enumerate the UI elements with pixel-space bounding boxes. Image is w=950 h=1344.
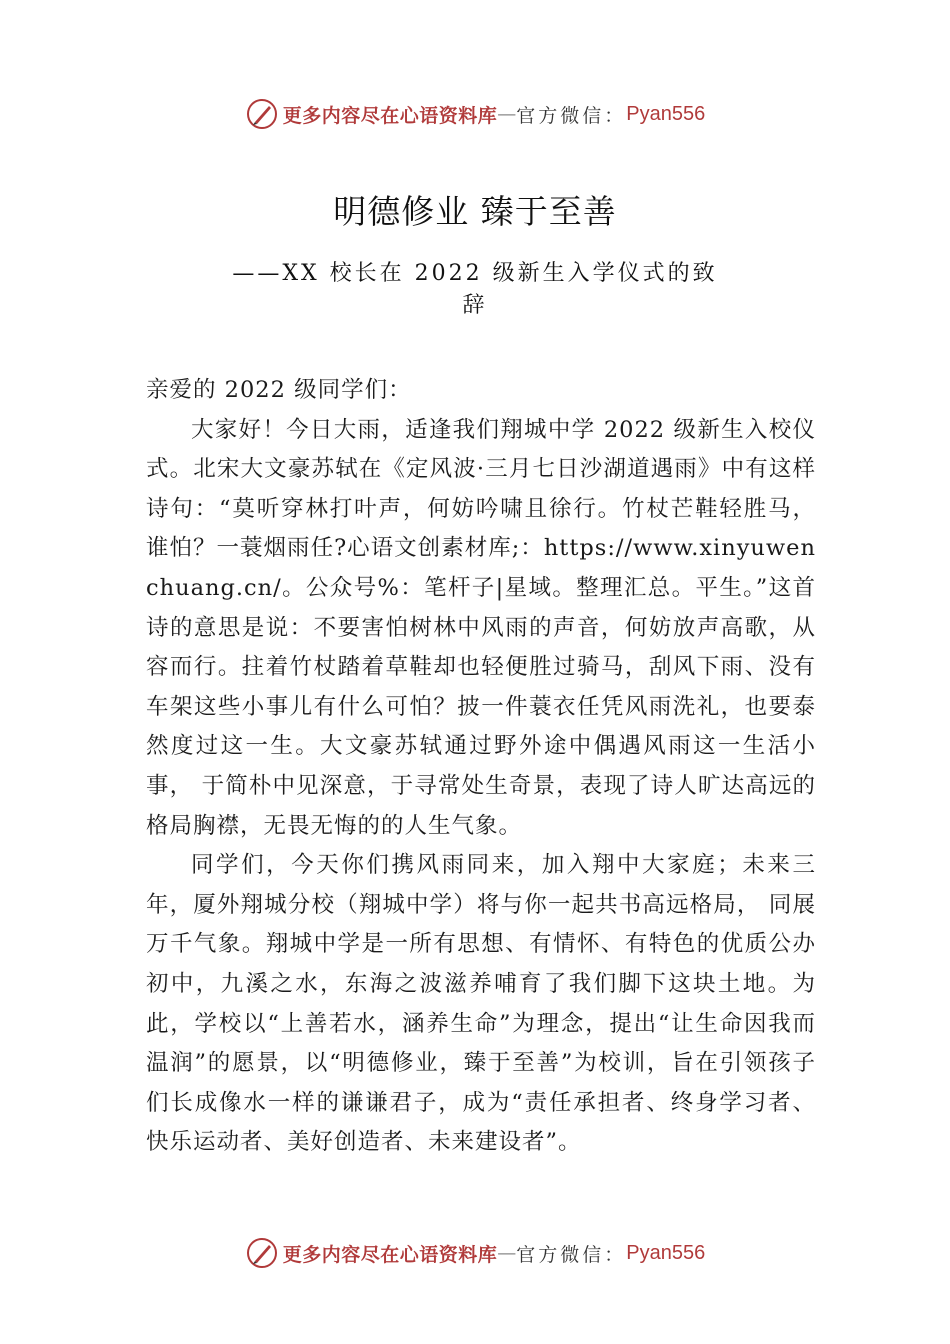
pen-logo-icon bbox=[245, 97, 279, 131]
banner-separator: — bbox=[497, 1242, 517, 1264]
banner-brand: 更多内容尽在心语资料库 bbox=[282, 1243, 498, 1266]
pen-logo-icon bbox=[245, 1236, 279, 1270]
paragraph-2: 同学们，今天你们携风雨同来，加入翔中大家庭；未来三年，厦外翔城分校（翔城中学）将与你一起共书高远格局， 同展万千气象。翔城中学是一所有思想、有情怀、有特色的优质公办初中，九溪之水，东海之波滋养哺育了我们脚下这块土地。为此，学校以“上善若水，涵养生命”为理念，提出“让生命因我而温润”的愿景，以“明德修业，臻于至善”为校训，旨在引领孩子们长成像水一样的谦谦君子，成为“责任承担者、终身学习者、快乐运动者、美好创造者、未来建设者”。 bbox=[146, 852, 816, 1156]
banner-separator: — bbox=[497, 103, 517, 125]
document-title: 明德修业 臻于至善 bbox=[333, 192, 617, 231]
document-body bbox=[146, 371, 816, 1163]
paragraph-1: 大家好！今日大雨，适逢我们翔城中学 2022 级新生入校仪式。北宋大文豪苏轼在《定风波·三月七日沙湖道遇雨》中有这样诗句：“莫听穿林打叶声，何妨吟啸且徐行。竹杖芒鞋轻胜马，谁怕？一蓑烟雨任?心语文创素材库;：https://www.xinyuwenchuang.cn/。公众号%：笔杆子|星域。整理汇总。平生。”这首诗的意思是说：不要害怕树林中风雨的声音，何妨放声高歌，从容而行。拄着竹杖踏着草鞋却也轻便胜过骑马，刮风下雨、没有车架这些小事儿有什么可怕？披一件蓑衣任凭风雨洗礼，也要泰然度过这一生。大文豪苏轼通过野外途中偶遇风雨这一生活小事， 于简朴中见深意，于寻常处生奇景，表现了诗人旷达高远的格局胸襟，无畏无悔的的人生气象。 bbox=[146, 416, 816, 839]
greeting: 亲爱的 2022 级同学们： bbox=[146, 377, 412, 403]
footer-banner bbox=[0, 1233, 950, 1273]
header-banner bbox=[0, 94, 950, 134]
banner-wechat-id: Pyan556 bbox=[626, 102, 706, 125]
banner-wechat-label: 官方微信： bbox=[516, 1243, 627, 1266]
banner-wechat-label: 官方微信： bbox=[516, 104, 627, 127]
document-subtitle: ——XX 校长在 2022 级新生入学仪式的致辞 bbox=[232, 261, 718, 318]
banner-brand: 更多内容尽在心语资料库 bbox=[282, 104, 498, 127]
banner-wechat-id: Pyan556 bbox=[626, 1241, 706, 1264]
